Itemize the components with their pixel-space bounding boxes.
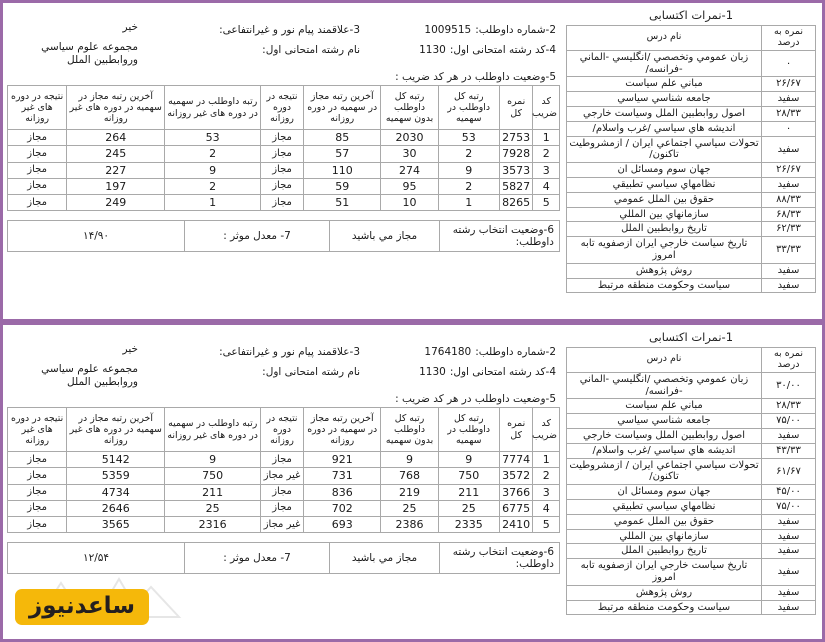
- grades-header-course: نام درس: [567, 348, 762, 373]
- grades-row: [567, 585, 816, 600]
- rank-cell-rank-quota: 2: [438, 146, 499, 162]
- rank-cell-total-score: 7928: [499, 146, 533, 162]
- grade-course-cell: جامعه شناسي سياسي: [567, 414, 762, 429]
- field-name-value: مجموعه علوم سیاسي وروابطبین الملل: [41, 40, 138, 67]
- rank-cell-total-score: 3766: [499, 484, 533, 500]
- rank-cell-last-allowed-nondaily: 3565: [67, 516, 165, 532]
- grades-table-1: [566, 25, 816, 293]
- rank-cell-rank-noquota: 25: [381, 500, 438, 516]
- grades-table-title-1: 1-نمرات اکتسابی: [648, 8, 734, 22]
- grade-course-cell: انديشه هاي سياسي /غرب واسلام/: [567, 443, 762, 458]
- grades-row: [567, 485, 816, 500]
- rank-cell-rank-nondaily: 2: [165, 178, 261, 194]
- grades-body-1: [567, 50, 816, 293]
- ranks-header-row-1: [8, 86, 560, 130]
- rank-header-cell: نمره کل: [499, 408, 533, 452]
- grade-course-cell: حقوق بين الملل عمومي: [567, 514, 762, 529]
- rank-cell-code: 1: [533, 452, 560, 468]
- rank-row: [8, 452, 560, 468]
- grade-course-cell: مباني علم سياست: [567, 399, 762, 414]
- rank-cell-result-nondaily: مجاز: [8, 452, 67, 468]
- grade-course-cell: جهان سوم ومسائل ان: [567, 163, 762, 178]
- rank-cell-rank-quota: 211: [438, 484, 499, 500]
- grade-course-cell: جامعه شناسي سياسي: [567, 92, 762, 107]
- field-name-label: نام رشته امتحانی اول:: [262, 43, 360, 56]
- rank-header-cell: کد ضریب: [533, 408, 560, 452]
- rank-cell-last-allowed-nondaily: 2646: [67, 500, 165, 516]
- rank-cell-result-nondaily: مجاز: [8, 130, 67, 146]
- rank-cell-rank-noquota: 10: [381, 194, 438, 210]
- rank-row: [8, 500, 560, 516]
- rank-cell-rank-nondaily: 2: [165, 146, 261, 162]
- rank-cell-code: 5: [533, 516, 560, 532]
- grade-course-cell: تحولات سياسي اجتماعي ايران / ازمشروطيت تاكنون/: [567, 458, 762, 485]
- rank-cell-rank-nondaily: 25: [165, 500, 261, 516]
- grades-header-score: نمره به درصد: [762, 348, 816, 373]
- ranks-header-row-2: [8, 408, 560, 452]
- grades-body-2: [567, 372, 816, 615]
- field-code-value: 1130: [419, 43, 446, 56]
- saednews-watermark: ساعدنیوز: [15, 589, 149, 625]
- rank-cell-result-nondaily: مجاز: [8, 146, 67, 162]
- grades-row: [567, 237, 816, 264]
- grade-score-cell: سفید: [762, 136, 816, 163]
- rank-cell-rank-quota: 9: [438, 162, 499, 178]
- payamnoor-label: 3-علاقمند پیام نور و غیرانتفاعی:: [219, 24, 360, 36]
- grade-score-cell: ۴۳/۳۳: [762, 443, 816, 458]
- candidate-number-group: [360, 21, 556, 41]
- grades-row: [567, 107, 816, 122]
- ranks-table-1: [7, 85, 560, 211]
- grade-score-cell: سفید: [762, 429, 816, 444]
- payamnoor-value-group: [11, 343, 142, 356]
- effective-average-value-2: ۱۲/۵۴: [8, 543, 185, 574]
- effective-average-value-1: ۱۴/۹۰: [8, 221, 185, 252]
- candidate-info-1: [7, 7, 560, 69]
- rank-cell-rank-quota: 25: [438, 500, 499, 516]
- grades-row: [567, 121, 816, 136]
- grade-score-cell: ۲۶/۶۷: [762, 77, 816, 92]
- rank-cell-rank-quota: 2: [438, 178, 499, 194]
- rank-header-cell: رتبه داوطلب در سهمیه در دوره های غیر روزانه: [165, 408, 261, 452]
- effective-average-label-2: 7- معدل موثر :: [185, 543, 330, 574]
- rank-cell-last-allowed-nondaily: 245: [67, 146, 165, 162]
- grades-row: [567, 136, 816, 163]
- report-card-panel-2: [0, 322, 825, 642]
- grade-score-cell: ۶۸/۳۳: [762, 207, 816, 222]
- rank-cell-code: 2: [533, 146, 560, 162]
- rank-cell-result-nondaily: مجاز: [8, 516, 67, 532]
- grade-score-cell: سفید: [762, 544, 816, 559]
- grade-score-cell: سفید: [762, 178, 816, 193]
- grades-table-2: [566, 347, 816, 615]
- field-name-value: مجموعه علوم سیاسي وروابطبین الملل: [41, 362, 138, 389]
- rank-cell-result-daily: غیر مجاز: [261, 516, 304, 532]
- rank-cell-code: 5: [533, 194, 560, 210]
- rank-cell-total-score: 6775: [499, 500, 533, 516]
- payamnoor-label: 3-علاقمند پیام نور و غیرانتفاعی:: [219, 346, 360, 358]
- rank-header-cell: آخرین رتبه مجاز در سهمیه در دوره های غیر روزانه: [67, 408, 165, 452]
- rank-header-cell: کد ضریب: [533, 86, 560, 130]
- ranks-table-2: [7, 407, 560, 533]
- grade-score-cell: ۲۸/۳۳: [762, 107, 816, 122]
- grades-row: [567, 192, 816, 207]
- field-name-label: نام رشته امتحانی اول:: [262, 365, 360, 378]
- payamnoor-value: خیر: [122, 343, 138, 355]
- rank-cell-code: 3: [533, 162, 560, 178]
- grade-course-cell: مباني علم سياست: [567, 77, 762, 92]
- payamnoor-value: خیر: [122, 21, 138, 33]
- rank-cell-rank-nondaily: 1: [165, 194, 261, 210]
- grade-score-cell: ۰: [762, 50, 816, 77]
- grade-score-cell: ۶۱/۶۷: [762, 458, 816, 485]
- rank-cell-rank-noquota: 219: [381, 484, 438, 500]
- rank-row: [8, 178, 560, 194]
- rank-cell-total-score: 8265: [499, 194, 533, 210]
- rank-cell-result-daily: غیر مجاز: [261, 468, 304, 484]
- rank-cell-rank-nondaily: 2316: [165, 516, 261, 532]
- field-name-value-group: [11, 363, 142, 389]
- rank-cell-total-score: 3573: [499, 162, 533, 178]
- grade-course-cell: روش پژوهش: [567, 585, 762, 600]
- ranks-body-2: [8, 452, 560, 533]
- rank-cell-last-allowed-nondaily: 227: [67, 162, 165, 178]
- rank-cell-rank-noquota: 768: [381, 468, 438, 484]
- grade-score-cell: ۲۸/۳۳: [762, 399, 816, 414]
- grades-row: [567, 50, 816, 77]
- rank-cell-last-allowed-nondaily: 249: [67, 194, 165, 210]
- panel-1-inner: [3, 3, 822, 319]
- grade-score-cell: سفید: [762, 92, 816, 107]
- grade-course-cell: تاريخ سياست خارجي ايران ازصفويه تابه امروز: [567, 559, 762, 586]
- selection-status-label-1: 6-وضعیت انتخاب رشته داوطلب:: [440, 221, 560, 252]
- grade-course-cell: سازمانهاي بين المللي: [567, 207, 762, 222]
- effective-average-label-1: 7- معدل موثر :: [185, 221, 330, 252]
- grade-course-cell: تاريخ روابطبين الملل: [567, 544, 762, 559]
- rank-cell-rank-quota: 9: [438, 452, 499, 468]
- grade-course-cell: زبان عمومي وتخصصي /انگليسي -الماني -فرانسه/: [567, 372, 762, 399]
- grade-course-cell: نظامهاي سياسي تطبيقي: [567, 500, 762, 515]
- grades-row: [567, 529, 816, 544]
- grades-header-row: [567, 26, 816, 51]
- rank-header-cell: نتیجه در دوره های غیر روزانه: [8, 408, 67, 452]
- rank-row: [8, 162, 560, 178]
- grade-score-cell: ۴۵/۰۰: [762, 485, 816, 500]
- rank-cell-last-allowed-daily: 51: [303, 194, 381, 210]
- rank-cell-result-daily: مجاز: [261, 146, 304, 162]
- rank-cell-result-daily: مجاز: [261, 500, 304, 516]
- candidate-number-label: 2-شماره داوطلب:: [475, 24, 556, 36]
- rank-header-cell: رتبه کل داوطلب بدون سهمیه: [381, 86, 438, 130]
- rank-cell-total-score: 5827: [499, 178, 533, 194]
- ranks-body-1: [8, 130, 560, 211]
- rank-cell-result-nondaily: مجاز: [8, 468, 67, 484]
- grades-row: [567, 263, 816, 278]
- rank-cell-last-allowed-nondaily: 4734: [67, 484, 165, 500]
- rank-cell-result-daily: مجاز: [261, 452, 304, 468]
- grade-course-cell: تاريخ روابطبين الملل: [567, 222, 762, 237]
- rank-cell-result-nondaily: مجاز: [8, 178, 67, 194]
- rank-cell-code: 2: [533, 468, 560, 484]
- field-code-label: 4-کد رشته امتحانی اول:: [449, 365, 556, 378]
- grades-row: [567, 372, 816, 399]
- selection-status-value-1: مجاز مي باشید: [330, 221, 440, 252]
- rank-cell-last-allowed-daily: 85: [303, 130, 381, 146]
- grade-course-cell: نظامهاي سياسي تطبيقي: [567, 178, 762, 193]
- rank-cell-rank-quota: 2335: [438, 516, 499, 532]
- payamnoor-group: [142, 343, 360, 363]
- rank-cell-result-daily: مجاز: [261, 130, 304, 146]
- candidate-number-value: 1764180: [424, 346, 472, 358]
- rank-cell-rank-noquota: 95: [381, 178, 438, 194]
- grades-row: [567, 92, 816, 107]
- grade-score-cell: ۸۸/۳۳: [762, 192, 816, 207]
- rank-row: [8, 516, 560, 532]
- rank-cell-result-nondaily: مجاز: [8, 484, 67, 500]
- left-section-1: [7, 7, 560, 252]
- info-line-field: [11, 363, 556, 389]
- rank-cell-rank-nondaily: 211: [165, 484, 261, 500]
- rank-row: [8, 146, 560, 162]
- rank-cell-last-allowed-nondaily: 197: [67, 178, 165, 194]
- grades-row: [567, 458, 816, 485]
- rank-cell-total-score: 7774: [499, 452, 533, 468]
- grade-score-cell: ۰: [762, 121, 816, 136]
- rank-header-cell: نتیجه در دوره روزانه: [261, 86, 304, 130]
- grade-course-cell: حقوق بين الملل عمومي: [567, 192, 762, 207]
- rank-header-cell: آخرین رتبه مجاز در سهمیه در دوره روزانه: [303, 86, 381, 130]
- grades-header-course: نام درس: [567, 26, 762, 51]
- rank-cell-last-allowed-nondaily: 5359: [67, 468, 165, 484]
- grades-row: [567, 278, 816, 293]
- rank-cell-rank-noquota: 274: [381, 162, 438, 178]
- grades-header-row: [567, 348, 816, 373]
- rank-header-cell: رتبه داوطلب در سهمیه در دوره های غیر روزانه: [165, 86, 261, 130]
- grade-course-cell: سياست وحكومت منطقه مرتبط: [567, 278, 762, 293]
- grade-course-cell: جهان سوم ومسائل ان: [567, 485, 762, 500]
- rank-cell-rank-nondaily: 53: [165, 130, 261, 146]
- grades-row: [567, 559, 816, 586]
- grade-score-cell: سفید: [762, 529, 816, 544]
- grade-course-cell: تاريخ سياست خارجي ايران ازصفويه تابه امروز: [567, 237, 762, 264]
- rank-cell-result-daily: مجاز: [261, 162, 304, 178]
- rank-cell-code: 3: [533, 484, 560, 500]
- grade-score-cell: ۷۵/۰۰: [762, 414, 816, 429]
- field-code-value: 1130: [419, 365, 446, 378]
- rank-row: [8, 130, 560, 146]
- rank-row: [8, 194, 560, 210]
- rank-cell-rank-noquota: 2386: [381, 516, 438, 532]
- field-name-group: [142, 41, 360, 61]
- status-bar-2: [7, 542, 560, 574]
- grades-row: [567, 514, 816, 529]
- rank-cell-total-score: 3572: [499, 468, 533, 484]
- grade-score-cell: سفید: [762, 514, 816, 529]
- rank-cell-last-allowed-daily: 836: [303, 484, 381, 500]
- info-line-field: [11, 41, 556, 67]
- status-bar-1: [7, 220, 560, 252]
- rank-header-cell: نمره کل: [499, 86, 533, 130]
- grade-course-cell: اصول روابطبين الملل وسياست خارجي: [567, 429, 762, 444]
- grade-course-cell: اصول روابطبين الملل وسياست خارجي: [567, 107, 762, 122]
- rank-cell-rank-quota: 1: [438, 194, 499, 210]
- status-per-code-label-2: 5-وضعیت داوطلب در هر کد ضریب :: [395, 393, 556, 406]
- rank-cell-total-score: 2753: [499, 130, 533, 146]
- grade-score-cell: ۳۳/۳۳: [762, 237, 816, 264]
- rank-cell-last-allowed-daily: 921: [303, 452, 381, 468]
- rank-header-cell: رتبه کل داوطلب در سهمیه: [438, 408, 499, 452]
- grade-course-cell: روش پژوهش: [567, 263, 762, 278]
- rank-cell-result-daily: مجاز: [261, 178, 304, 194]
- rank-cell-rank-nondaily: 9: [165, 162, 261, 178]
- grades-row: [567, 77, 816, 92]
- candidate-number-label: 2-شماره داوطلب:: [475, 346, 556, 358]
- grades-row: [567, 544, 816, 559]
- grade-course-cell: تحولات سياسي اجتماعي ايران / ازمشروطيت تاكنون/: [567, 136, 762, 163]
- grades-row: [567, 443, 816, 458]
- rank-cell-rank-noquota: 30: [381, 146, 438, 162]
- rank-header-cell: نتیجه در دوره های غیر روزانه: [8, 86, 67, 130]
- grades-table-title-2: 1-نمرات اکتسابی: [648, 330, 734, 344]
- grades-row: [567, 600, 816, 615]
- grades-row: [567, 399, 816, 414]
- grade-score-cell: سفید: [762, 278, 816, 293]
- rank-cell-result-nondaily: مجاز: [8, 162, 67, 178]
- grade-score-cell: سفید: [762, 263, 816, 278]
- grades-row: [567, 222, 816, 237]
- status-row-1: [8, 221, 560, 252]
- grades-row: [567, 500, 816, 515]
- grades-header-score: نمره به درصد: [762, 26, 816, 51]
- rank-cell-rank-noquota: 2030: [381, 130, 438, 146]
- rank-cell-code: 4: [533, 178, 560, 194]
- grade-course-cell: سياست وحكومت منطقه مرتبط: [567, 600, 762, 615]
- rank-cell-result-nondaily: مجاز: [8, 194, 67, 210]
- rank-header-cell: آخرین رتبه مجاز در سهمیه در دوره های غیر روزانه: [67, 86, 165, 130]
- grades-section-2: [566, 329, 816, 615]
- rank-row: [8, 484, 560, 500]
- grades-row: [567, 207, 816, 222]
- grade-score-cell: ۶۲/۳۳: [762, 222, 816, 237]
- rank-cell-last-allowed-daily: 693: [303, 516, 381, 532]
- field-code-group: [360, 363, 556, 383]
- candidate-info-2: [7, 329, 560, 391]
- grade-score-cell: سفید: [762, 585, 816, 600]
- rank-cell-rank-quota: 750: [438, 468, 499, 484]
- rank-header-cell: نتیجه در دوره روزانه: [261, 408, 304, 452]
- rank-cell-last-allowed-daily: 702: [303, 500, 381, 516]
- selection-status-label-2: 6-وضعیت انتخاب رشته داوطلب:: [440, 543, 560, 574]
- field-code-label: 4-کد رشته امتحانی اول:: [449, 43, 556, 56]
- rank-cell-rank-noquota: 9: [381, 452, 438, 468]
- grade-score-cell: سفید: [762, 600, 816, 615]
- rank-cell-last-allowed-daily: 110: [303, 162, 381, 178]
- rank-cell-rank-nondaily: 750: [165, 468, 261, 484]
- rank-row: [8, 468, 560, 484]
- rank-cell-last-allowed-daily: 731: [303, 468, 381, 484]
- rank-cell-last-allowed-nondaily: 5142: [67, 452, 165, 468]
- rank-cell-code: 1: [533, 130, 560, 146]
- rank-cell-result-daily: مجاز: [261, 484, 304, 500]
- status-row-2: [8, 543, 560, 574]
- rank-cell-result-nondaily: مجاز: [8, 500, 67, 516]
- left-section-2: [7, 329, 560, 574]
- candidate-number-value: 1009515: [424, 24, 472, 36]
- grades-row: [567, 178, 816, 193]
- rank-header-cell: آخرین رتبه مجاز در سهمیه در دوره روزانه: [303, 408, 381, 452]
- payamnoor-value-group: [11, 21, 142, 34]
- field-name-group: [142, 363, 360, 383]
- grades-row: [567, 429, 816, 444]
- info-line-candidate: [11, 21, 556, 41]
- rank-cell-last-allowed-daily: 57: [303, 146, 381, 162]
- panel-2-inner: [3, 325, 822, 639]
- grades-row: [567, 414, 816, 429]
- rank-cell-last-allowed-nondaily: 264: [67, 130, 165, 146]
- grade-course-cell: انديشه هاي سياسي /غرب واسلام/: [567, 121, 762, 136]
- field-name-value-group: [11, 41, 142, 67]
- grades-row: [567, 163, 816, 178]
- rank-cell-total-score: 2410: [499, 516, 533, 532]
- rank-header-cell: رتبه کل داوطلب در سهمیه: [438, 86, 499, 130]
- rank-cell-last-allowed-daily: 59: [303, 178, 381, 194]
- grade-score-cell: سفید: [762, 559, 816, 586]
- rank-cell-code: 4: [533, 500, 560, 516]
- grade-score-cell: ۷۵/۰۰: [762, 500, 816, 515]
- payamnoor-group: [142, 21, 360, 41]
- candidate-number-group: [360, 343, 556, 363]
- rank-header-cell: رتبه کل داوطلب بدون سهمیه: [381, 408, 438, 452]
- grades-section-1: [566, 7, 816, 293]
- info-line-candidate: [11, 343, 556, 363]
- rank-cell-rank-nondaily: 9: [165, 452, 261, 468]
- grade-course-cell: سازمانهاي بين المللي: [567, 529, 762, 544]
- field-code-group: [360, 41, 556, 61]
- grade-score-cell: ۲۶/۶۷: [762, 163, 816, 178]
- rank-cell-result-daily: مجاز: [261, 194, 304, 210]
- status-per-code-label-1: 5-وضعیت داوطلب در هر کد ضریب :: [395, 71, 556, 84]
- grade-course-cell: زبان عمومي وتخصصي /انگليسي -الماني -فرانسه/: [567, 50, 762, 77]
- rank-cell-rank-quota: 53: [438, 130, 499, 146]
- grade-score-cell: ۳۰/۰۰: [762, 372, 816, 399]
- selection-status-value-2: مجاز مي باشید: [330, 543, 440, 574]
